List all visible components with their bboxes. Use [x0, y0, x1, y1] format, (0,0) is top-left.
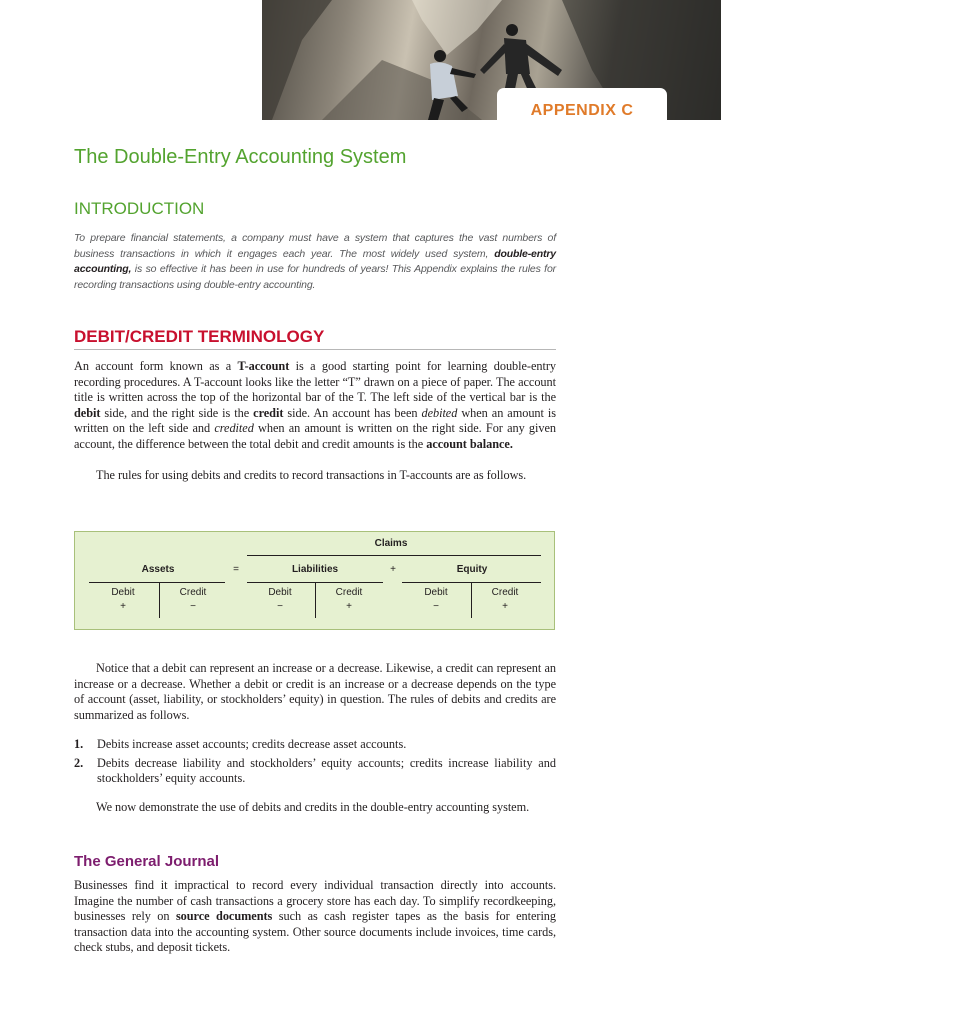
liabilities-label: Liabilities [291, 564, 339, 575]
claims-label: Claims [374, 538, 408, 549]
header-banner-photo [262, 0, 967, 120]
appendix-tab [497, 88, 667, 122]
list-item: 2. Debits decrease liability and stockholders’ equity accounts; credits increase liability and stockholders’ equity accounts. [74, 755, 556, 786]
rules-intro-paragraph: The rules for using debits and credits to record transactions in T-accounts are as follows. [96, 468, 527, 482]
equity-debit-label: Debit [424, 587, 448, 598]
equity-credit-label: Credit [491, 587, 519, 598]
demonstration-paragraph: We now demonstrate the use of debits and credits in the double-entry accounting system. [96, 800, 530, 814]
liabilities-debit-sign: − [277, 601, 283, 612]
chapter-title: The Double-Entry Accounting System [74, 146, 407, 168]
equity-label: Equity [456, 564, 488, 575]
intro-heading: INTRODUCTION [74, 199, 205, 218]
debit-credit-rules-table [74, 531, 555, 630]
page-number: 661 [947, 45, 967, 57]
liabilities-credit-sign: + [346, 601, 352, 612]
equals-sign: = [233, 564, 239, 575]
liabilities-credit-label: Credit [335, 587, 363, 598]
section-heading-debit-credit: DEBIT/CREDIT TERMINOLOGY [74, 327, 556, 350]
liabilities-debit-label: Debit [268, 587, 292, 598]
intro-bold-term: double-entry accounting, [74, 247, 556, 275]
t-account-paragraph: An account form known as a T-account is a good starting point for learning double-entry recording procedures. A T-account looks like the letter “T” drawn on a piece of paper. The account title is written across the top of the horizontal bar of the T. The left side of the vertical bar is the debit side, and the right side is the credit side. An account has been debited when an amount is written on the left side and credited when an amount is written on the right side. For any given account, the difference between the total debit and credit amounts is the account balance. [74, 359, 556, 451]
general-journal-paragraph: Businesses find it impractical to record every individual transaction directly into accounts. Imagine the number of cash transactions a grocery store has each day. To simplify recordkeeping, businesses rely on source documents such as cash register tapes as the basis for entering transaction data into the accounting system. Other source documents include invoices, time cards, check stubs, and deposit tickets. [74, 878, 557, 955]
general-journal-heading: The General Journal [74, 853, 220, 870]
rules-summary-list [74, 737, 556, 790]
assets-credit-label: Credit [179, 587, 207, 598]
equity-debit-sign: − [433, 601, 439, 612]
list-item: 1. Debits increase asset accounts; credits decrease asset accounts. [74, 737, 407, 751]
plus-sign: + [390, 564, 396, 575]
assets-debit-sign: + [120, 601, 126, 612]
liabilities-t-stem [315, 582, 316, 618]
assets-t-stem [159, 582, 160, 618]
assets-debit-label: Debit [111, 587, 135, 598]
equity-credit-sign: + [502, 601, 508, 612]
intro-paragraph: To prepare financial statements, a company must have a system that captures the vast numbers of business transactions in which it engages each year. The most widely used system, double-entry accounting, is so effective it has been in use for hundreds of years! This Appendix explains the rules for recording transactions using double-entry accounting. [74, 232, 556, 291]
assets-credit-sign: − [190, 601, 196, 612]
assets-label: Assets [141, 564, 175, 575]
appendix-label: APPENDIX C [530, 102, 634, 119]
debit-credit-notice-paragraph: Notice that a debit can represent an increase or a decrease. Likewise, a credit can represent an increase or a decrease. Whether a debit or credit is an increase or a decrease depends on the type of account (asset, liability, or stockholders’ equity) in question. The rules of debits and credits are summarized as follows. [74, 661, 556, 722]
equity-t-stem [471, 582, 472, 618]
assets-t-bar [89, 582, 225, 583]
claims-divider [247, 555, 541, 556]
